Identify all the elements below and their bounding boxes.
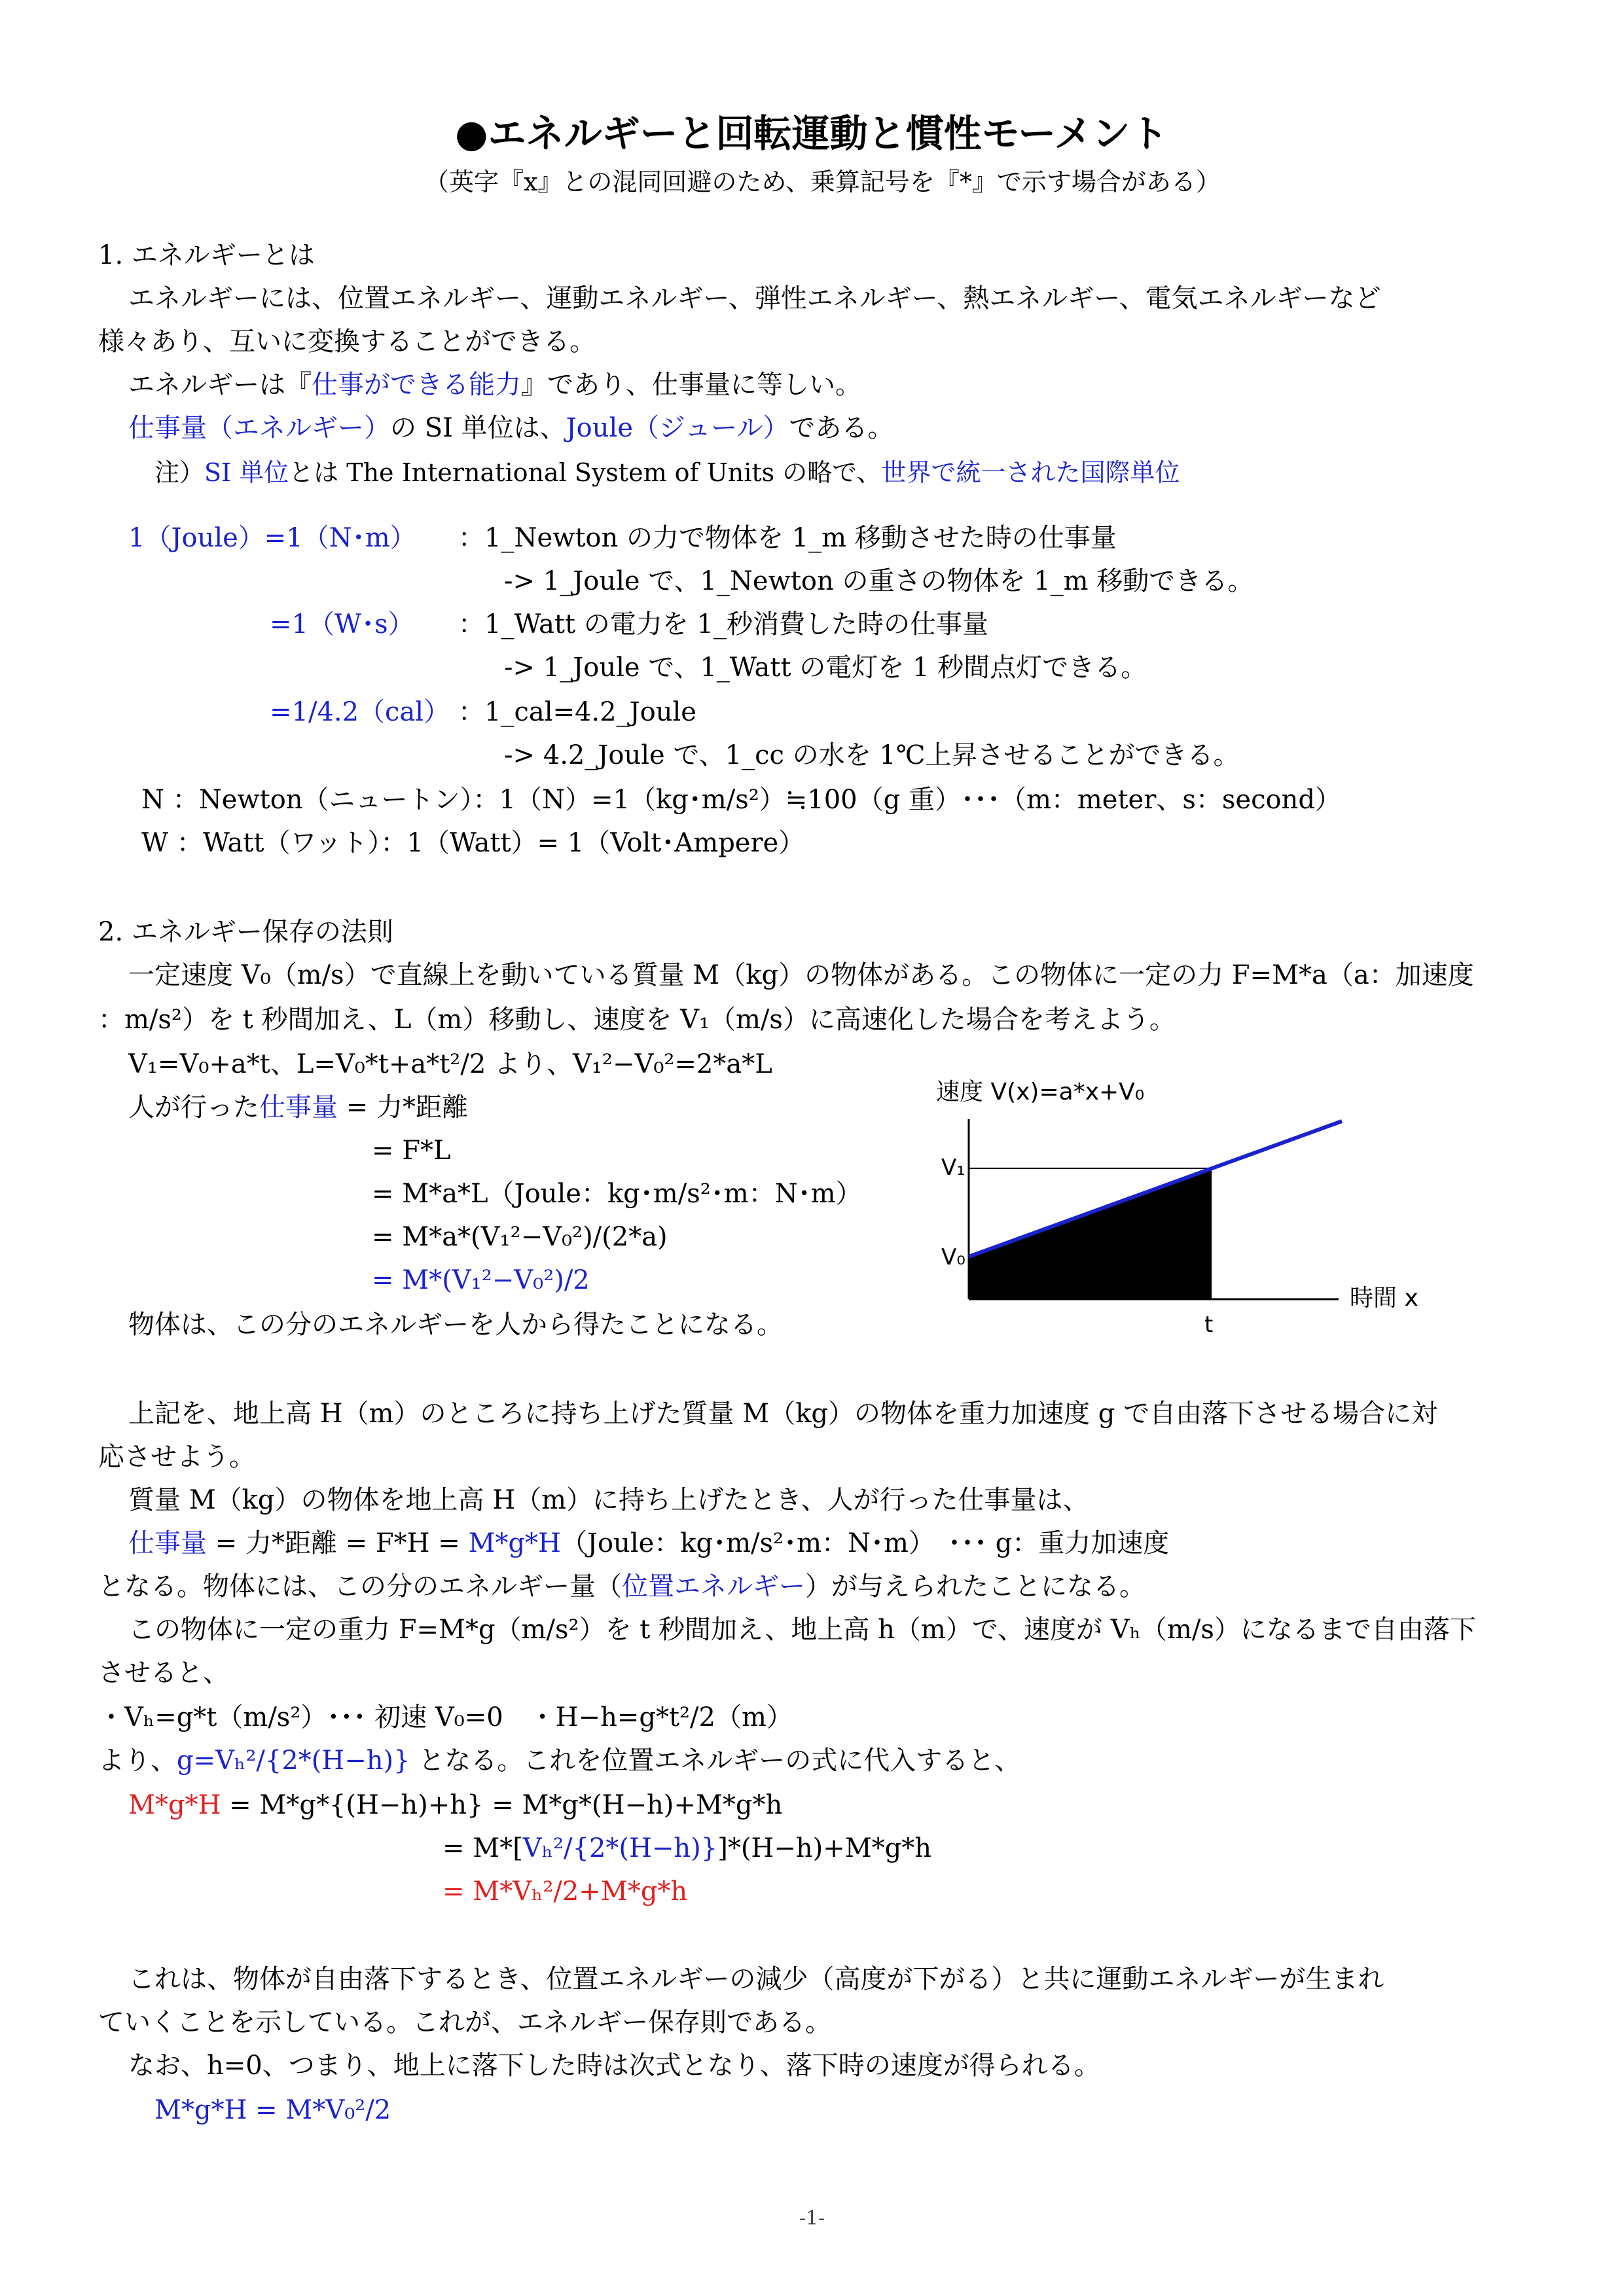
unit-description: ：1_cal=4.2_Joule [458,697,696,727]
section-1-heading: 1. エネルギーとは [98,240,315,270]
highlight: 仕事量 [259,1092,338,1122]
unit-note: -> 1_Joule で、1_Newton の重さの物体を 1_m 移動できる。 [504,566,1254,596]
derivation-line: M*g*H = M*g*{(H−h)+h} = M*g*(H−h)+M*g*h [128,1790,783,1820]
paragraph: なお、h=0、つまり、地上に落下した時は次式となり、落下時の速度が得られる。 [128,2051,1100,2081]
equation: V₁=V₀+a*t、L=V₀*t+a*t²/2 より、V₁²−V₀²=2*a*L [128,1049,772,1079]
unit-equation: 1（Joule）=1（N･m） [128,523,416,553]
unit-description: ：1_Watt の電力を 1_秒消費した時の仕事量 [458,609,988,639]
equation: ・Vₕ=g*t（m/s²）･･･ 初速 V₀=0 ・H−h=g*t²/2（m） [98,1702,793,1732]
paragraph: 物体は、この分のエネルギーを人から得たことになる。 [128,1310,783,1340]
work-equation-result: = M*(V₁²−V₀²)/2 [372,1265,590,1295]
highlight: SI 単位 [204,458,289,487]
unit-equation: =1/4.2（cal） [270,697,450,727]
paragraph: 質量 M（kg）の物体を地上高 H（m）に持ち上げたとき、人が行った仕事量は、 [128,1485,1089,1515]
definition-newton: N ：Newton（ニュートン）：1（N）=1（kg･m/s²）≒100（g 重）･･･（m：meter、s：second） [141,785,1341,815]
highlight: M*g*H [468,1528,561,1558]
unit-equation: =1（W･s） [270,609,414,639]
work-equation: = M*a*(V₁²−V₀²)/(2*a) [372,1222,668,1252]
highlight: 仕事量 [128,1528,207,1558]
derivation-result: = M*Vₕ²/2+M*g*h [442,1876,688,1907]
work-area [969,1168,1211,1299]
t-label: t [1204,1312,1214,1338]
page-subtitle: （英字『x』との混同回避のため、乗算記号を『*』で示す場合がある） [424,168,1221,196]
v1-label: V₁ [941,1155,965,1181]
highlight: 仕事ができる能力 [312,370,521,400]
highlight: 仕事量（エネルギー） [128,413,390,443]
paragraph: となる。物体には、この分のエネルギー量（位置エネルギー）が与えられたことになる。 [98,1571,1146,1602]
paragraph: ていくことを示している。これが、エネルギー保存則である。 [98,2007,831,2037]
paragraph: 仕事量（エネルギー）の SI 単位は、Joule（ジュール）である。 [128,413,894,443]
graph-x-label: 時間 x [1350,1285,1418,1312]
highlight: g=Vₕ²/{2*(H−h)} [177,1746,410,1776]
work-equation: = M*a*L（Joule：kg･m/s²･m：N･m） [372,1179,862,1209]
page-title: ●エネルギーと回転運動と慣性モーメント [455,111,1168,156]
highlight: Joule（ジュール） [566,413,789,443]
highlight: 位置エネルギー [622,1571,805,1602]
paragraph: エネルギーには、位置エネルギー、運動エネルギー、弾性エネルギー、熱エネルギー、電気エネルギーなど [128,283,1381,314]
page-number: -1- [799,2207,825,2230]
work-equation: 仕事量 = 力*距離 = F*H = M*g*H（Joule：kg･m/s²･m：N･m） ･･･ g：重力加速度 [128,1528,1170,1558]
derivation-line: = M*[Vₕ²/{2*(H−h)}]*(H−h)+M*g*h [442,1833,932,1863]
paragraph: させると、 [98,1658,229,1688]
graph-y-label: 速度 V(x)=a*x+V₀ [936,1079,1145,1105]
unit-note: -> 1_Joule で、1_Watt の電灯を 1 秒間点灯できる。 [504,653,1147,683]
velocity-time-diagram [916,1073,1453,1348]
work-equation: = F*L [372,1136,451,1166]
work-equation: 人が行った仕事量 = 力*距離 [128,1092,468,1122]
unit-note: -> 4.2_Joule で、1_cc の水を 1℃上昇させることができる。 [504,740,1240,770]
paragraph: より、g=Vₕ²/{2*(H−h)} となる。これを位置エネルギーの式に代入すると、 [98,1746,1021,1776]
paragraph: これは、物体が自由落下するとき、位置エネルギーの減少（高度が下がる）と共に運動エネルギーが生まれ [128,1964,1384,1994]
paragraph: 様々あり、互いに変換することができる。 [98,327,596,357]
section-2-heading: 2. エネルギー保存の法則 [98,917,393,947]
paragraph: ：m/s²）を t 秒間加え、L（m）移動し、速度を V₁（m/s）に高速化した場合を考えよう。 [98,1005,1176,1035]
highlight: Vₕ²/{2*(H−h)} [522,1833,718,1863]
paragraph: 上記を、地上高 H（m）のところに持ち上げた質量 M（kg）の物体を重力加速度 g で自由落下させる場合に対 [128,1399,1438,1429]
v0-label: V₀ [941,1244,965,1270]
paragraph: 応させよう。 [98,1442,255,1472]
paragraph: エネルギーは『仕事ができる能力』であり、仕事量に等しい。 [128,370,861,400]
paragraph: この物体に一定の重力 F=M*g（m/s²）を t 秒間加え、地上高 h（m）で、速度が Vₕ（m/s）になるまで自由落下 [128,1615,1476,1645]
paragraph: 一定速度 V₀（m/s）で直線上を動いている質量 M（kg）の物体がある。この物体に一定の力 F=M*a（a：加速度 [128,960,1474,990]
footnote: 注）SI 単位とは The International System of Units の略で、世界で統一された国際単位 [154,458,1180,487]
definition-watt: W ：Watt（ワット）：1（Watt）= 1（Volt･Ampere） [141,828,805,858]
highlight: M*g*H [128,1790,221,1820]
highlight: 世界で統一された国際単位 [881,458,1180,487]
final-equation: M*g*H = M*V₀²/2 [154,2095,391,2125]
unit-description: ：1_Newton の力で物体を 1_m 移動させた時の仕事量 [458,523,1117,553]
